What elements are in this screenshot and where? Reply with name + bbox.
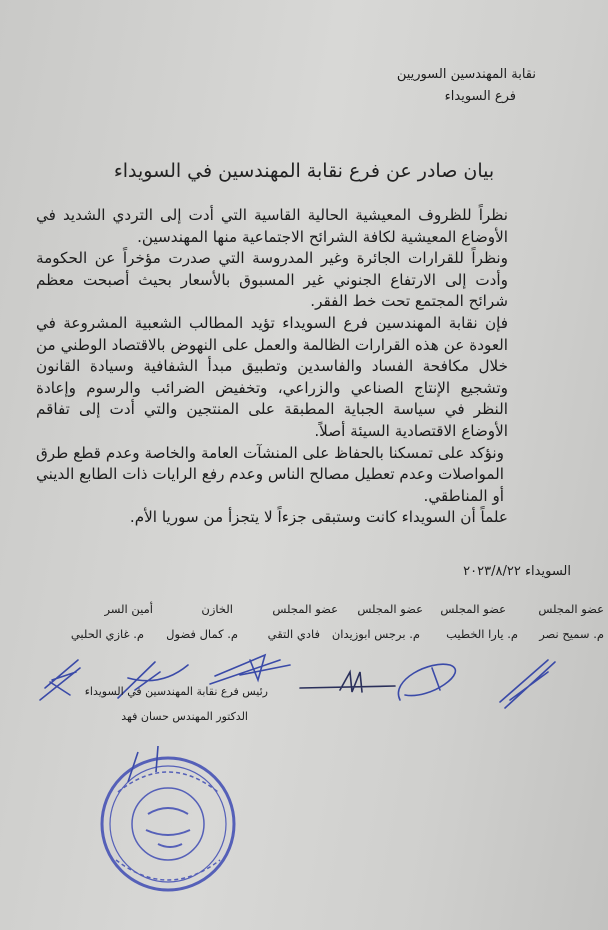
signature: [398, 664, 455, 700]
signature: [500, 660, 555, 708]
role: عضو المجلس: [272, 602, 338, 616]
role: أمين السر: [104, 602, 153, 616]
org-name: نقابة المهندسين السوريين: [396, 67, 536, 82]
paragraph: نظراً للظروف المعيشية الحالية القاسية التي أدت إلى التردي الشديد في الأوضاع المعيشية لكافة الشرائح الاجتماعية منها المهندسين.: [36, 206, 508, 246]
name: م. يارا الخطيب: [446, 627, 518, 641]
date-line: السويداء ٢٠٢٣/٨/٢٢: [463, 564, 571, 579]
paragraph: فإن نقابة المهندسين فرع السويداء تؤيد المطالب الشعبية المشروعة في العودة عن هذه القرارات الظالمة والعمل على النهوض بالاقتصاد الوطني من خلال مكافحة الفساد والفاسدين وتطبيق مبدأ الشفافية وسيادة القانون وتشجيع الإنتاج الصناعي والزراعي، وتخفيض الضرائب والرسوم وإعادة النظر في سياسة الجباية المطبقة على المنتجين والتي أدت إلى تفاقم الأوضاع الاقتصادية السيئة أصلاً.: [36, 313, 508, 440]
name: م. سميح نصر: [539, 627, 604, 641]
signature: [300, 672, 395, 692]
signature: [210, 655, 290, 684]
official-stamp-icon: [98, 752, 248, 902]
role: عضو المجلس: [440, 602, 506, 616]
paragraph: علماً أن السويداء كانت وستبقى جزءاً لا يتجزأ من سوريا الأم.: [129, 508, 508, 527]
name: م. كمال فضول: [166, 627, 238, 641]
name: م. برجس ابوزيدان: [331, 627, 420, 641]
president-title: رئيس فرع نقابة المهندسين في السويداء: [84, 685, 268, 698]
role: الخازن: [201, 602, 233, 616]
role: عضو المجلس: [538, 602, 604, 616]
role: عضو المجلس: [357, 602, 423, 616]
name: م. غازي الحلبي: [70, 627, 144, 641]
document-title: بيان صادر عن فرع نقابة المهندسين في السويداء: [113, 160, 495, 182]
branch-name: فرع السويداء: [444, 89, 516, 104]
name: فادي التقي: [267, 627, 320, 641]
paragraph: ونظراً للقرارات الجائرة وغير المدروسة التي صدرت مؤخراً عن الحكومة وأدت إلى الارتفاع الجنوني غير المسبوق بالأسعار بحيث أصبحت معظم شرائح المجتمع تحت خط الفقر.: [36, 249, 508, 311]
signature: [40, 660, 80, 700]
paragraph: ونؤكد على تمسكنا بالحفاظ على المنشآت العامة والخاصة وعدم قطع طرق المواصلات وعدم تعطيل مصالح الناس وعدم رفع الرايات ذات الطابع الديني أو المناطقي.: [36, 443, 504, 505]
president-name: الدكتور المهندس حسان فهد: [121, 710, 248, 723]
